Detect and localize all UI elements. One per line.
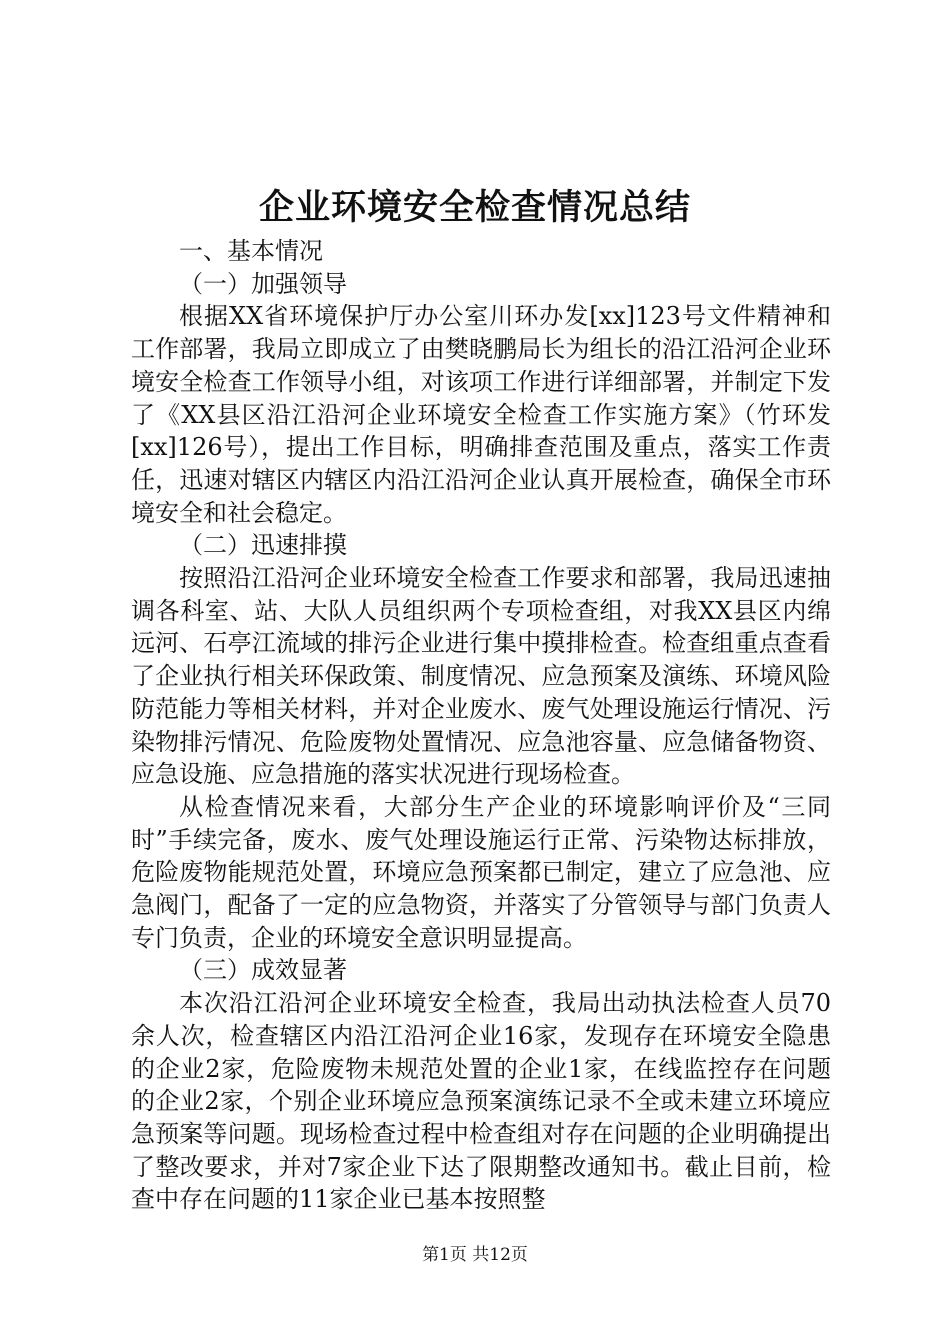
subsection-heading-investigation: （二）迅速排摸 <box>179 531 347 560</box>
paragraph-results: 本次沿江沿河企业环境安全检查，我局出动执法检查人员70余人次，检查辖区内沿江沿河企业16家，发现存在环境安全隐患的企业2家，危险废物未规范处置的企业1家，在线监控存在问题的企业2家，个别企业环境应急预案演练记录不全或未建立环境应急预案等问题。现场检查过程中检查组对存在问题的企业明确提出了整改要求，并对7家企业下达了限期整改通知书。截止目前，检查中存在问题的11家企业已基本按照整 <box>131 989 831 1214</box>
section-heading-basic-situation: 一、基本情况 <box>179 237 323 265</box>
subsection-heading-results: （三）成效显著 <box>179 956 347 985</box>
paragraph-leadership: 根据XX省环境保护厅办公室川环办发[xx]123号文件精神和工作部署，我局立即成立了由樊晓鹏局长为组长的沿江沿河企业环境安全检查工作领导小组，对该项工作进行详细部署，并制定下发了《XX县区沿江沿河企业环境安全检查工作实施方案》（竹环发[xx]126号），提出工作目标，明确排查范围及重点，落实工作责任，迅速对辖区内辖区内沿江沿河企业认真开展检查，确保全市环境安全和社会稳定。 <box>131 302 831 527</box>
paragraph-inspection-findings: 从检查情况来看，大部分生产企业的环境影响评价及“三同时”手续完备，废水、废气处理设施运行正常、污染物达标排放，危险废物能规范处置，环境应急预案都已制定，建立了应急池、应急阀门，配备了一定的应急物资，并落实了分管领导与部门负责人专门负责，企业的环境安全意识明显提高。 <box>131 792 831 952</box>
document-title: 企业环境安全检查情况总结 <box>258 187 691 228</box>
paragraph-investigation: 按照沿江沿河企业环境安全检查工作要求和部署，我局迅速抽调各科室、站、大队人员组织两个专项检查组，对我XX县区内绵远河、石亭江流域的排污企业进行集中摸排检查。检查组重点查看了企业执行相关环保政策、制度情况、应急预案及演练、环境风险防范能力等相关材料，并对企业废水、废气处理设施运行情况、污染物排污情况、危险废物处置情况、应急池容量、应急储备物资、应急设施、应急措施的落实状况进行现场检查。 <box>131 564 831 789</box>
page-number-footer: 第1页 共12页 <box>422 1245 528 1265</box>
subsection-heading-leadership: （一）加强领导 <box>179 269 347 298</box>
document-body <box>131 235 831 1216</box>
